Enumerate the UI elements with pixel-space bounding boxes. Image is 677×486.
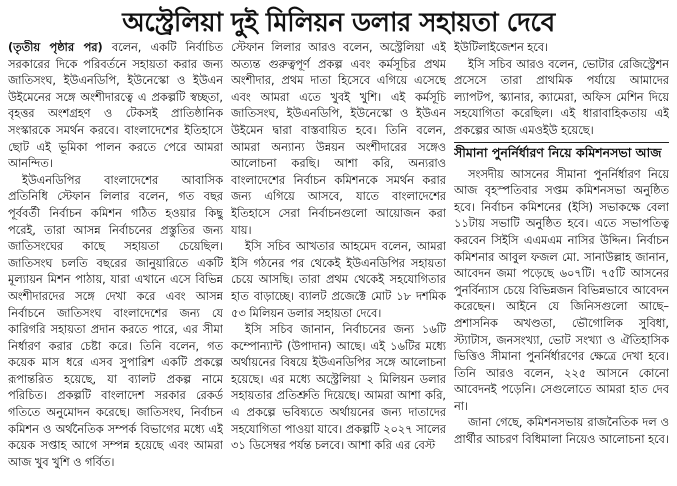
paragraph: ইউটিলাইজেশন হবে।	[454, 41, 549, 54]
paragraph: ইসি সচিব আখতার আহমেদ বলেন, আমরা ইসি গঠনের পর থেকেই ইউএনডিপির সহায়তা চেয়ে আসছি। তারা প্রথম থেকেই সহযোগিতার হাত বাড়াচ্ছে। ব্যালট প্রজেক্টে মোট ১৮ দশমিক ৫৩ মিলিয়ন ডলার সহায়তা দেবে।	[231, 240, 446, 320]
paragraph: জানা গেছে, কমিশনসভায় রাজনৈতিক দল ও প্রার্থীর আচরণ বিধিমালা নিয়েও আলোচনা হবে।	[454, 416, 669, 447]
column-3	[454, 40, 669, 486]
paragraph: স্টেফান লিলার আরও বলেন, অস্ট্রেলিয়া এই অত্যন্ত গুরুত্বপূর্ণ প্রকল্প এবং কর্মসূচির প্রথম অংশীদার, প্রথম দাতা হিসেবে এগিয়ে এসেছে এবং আমরা এতে খুবই খুশি। এই কর্মসূচি জাতিসংঘ, ইউএনডিপি, ইউনেস্কো ও ইউএন উইমেন দ্বারা বাস্তবায়িত হবে। তিনি বলেন, আমরা অন্যান্য উন্নয়ন অংশীদারের সঙ্গেও আলোচনা করছি। আশা করি, অন্যরাও বাংলাদেশের নির্বাচন কমিশনকে সমর্থন করার জন্য এগিয়ে আসবে, যাতে বাংলাদেশের ইতিহাসে সেরা নির্বাচনগুলো আয়োজন করা যায়।	[231, 41, 446, 237]
paragraph-text: বলেন, একটি নির্বাচিত সরকারের দিকে পরিবর্তনে সহায়তা করার জন্য জাতিসংঘ, ইউএনডিপি, ইউনেস্কো ও ইউএন উইমেনের সঙ্গে অংশীদারত্বে এ প্রকল্পটি স্বচ্ছতা, বৃহত্তর অংশগ্রহণ ও টেকসই প্রাতিষ্ঠানিক সংস্কারকে সমর্থন করবে। বাংলাদেশের ইতিহাসে ছোট এই ভূমিকা পালন করতে পেরে আমরা আনন্দিত।	[8, 41, 223, 171]
subheadline: সীমানা পুনর্নির্ধারণ নিয়ে কমিশনসভা আজ	[454, 142, 669, 163]
continued-from-reference: (তৃতীয় পৃষ্ঠার পর)	[8, 41, 103, 54]
paragraph: সংসদীয় আসনের সীমানা পুনর্নির্ধারণ নিয়ে আজ বৃহস্পতিবার সপ্তম কমিশনসভা অনুষ্ঠিত হবে। নির্বাচন কমিশনের (ইসি) সভাকক্ষে বেলা ১১টায় সভাটি অনুষ্ঠিত হবে। এতে সভাপতিত্ব করবেন সিইসি এএমএম নাসির উদ্দিন। নির্বাচন কমিশনার আবুল ফজল মো. সানাউল্লাহ জানান, আবেদন জমা পড়েছে ৬০৭টি। ৭৫টি আসনের পুনর্বিন্যাস চেয়ে বিভিন্নজন বিভিন্নভাবে আবেদন করেছেন। আইনে যে জিনিসগুলো আছে– প্রশাসনিক অখণ্ডতা, ভৌগোলিক সুবিধা, স্ট্যাটাস, জনসংখ্যা, ভোট সংখ্যা ও ঐতিহাসিক ভিত্তিও সীমানা পুনর্নির্ধারণের ক্ষেত্রে দেখা হবে। তিনি আরও বলেন, ২২৫ আসনে কোনো আবেদনই পড়েনি। সেগুলোতে আমরা হাত দেব না।	[454, 167, 669, 413]
column-2	[231, 40, 446, 486]
paragraph: ইসি সচিব আরও বলেন, ভোটার রেজিস্ট্রেশন প্রসেসে তারা প্রাথমিক পর্যায়ে আমাদের ল্যাপটপ, স্ক্যানার, ক্যামেরা, অফিস মেশিন দিয়ে সহযোগিতা করেছিল। এই ধারাবাহিকতায় এই প্রকল্পের আজ এমওইউ হয়েছে।	[454, 57, 669, 137]
paragraph: ইউএনডিপির বাংলাদেশের আবাসিক প্রতিনিধি স্টেফান লিলার বলেন, গত বছর পূর্ববর্তী নির্বাচন কমিশন গঠিত হওয়ার কিছু পরেই, তারা আসন্ন নির্বাচনের প্রস্তুতির জন্য জাতিসংঘের কাছে সহায়তা চেয়েছিল। জাতিসংঘ চলতি বছরের জানুয়ারিতে একটি মূল্যায়ন মিশন পাঠায়, যারা এখানে এসে বিভিন্ন অংশীদারদের সঙ্গে দেখা করে এবং আসন্ন নির্বাচনে জাতিসংঘ বাংলাদেশের জন্য যে কারিগরি সহায়তা প্রদান করতে পারে, এর সীমা নির্ধারণ করার চেষ্টা করে। তিনি বলেন, গত কয়েক মাস ধরে এসব সুপারিশ একটি প্রকল্পে রূপান্তরিত হয়েছে, যা ব্যালট প্রকল্প নামে পরিচিত। প্রকল্পটি বাংলাদেশ সরকার রেকর্ড গতিতে অনুমোদন করেছে। জাতিসংঘ, নির্বাচন কমিশন ও অর্থনৈতিক সম্পর্ক বিভাগের মধ্যে এই কয়েক সপ্তাহ আগে সম্পন্ন হয়েছে এবং আমরা আজ খুব খুশি ও গর্বিত।	[8, 173, 223, 469]
paragraph	[8, 40, 223, 173]
headline: অস্ট্রেলিয়া দুই মিলিয়ন ডলার সহায়তা দেবে	[122, 8, 555, 38]
article-columns	[8, 40, 669, 486]
column-1	[8, 40, 223, 486]
paragraph: ইসি সচিব জানান, নির্বাচনের জন্য ১৬টি কম্পোন্যান্ট (উপাদান) আছে। এই ১৬টির মধ্যে অর্থায়নের বিষয়ে ইউএনডিপির সঙ্গে আলোচনা হয়েছে। এর মধ্যে অস্ট্রেলিয়া ২ মিলিয়ন ডলার সহায়তার প্রতিশ্রুতি দিয়েছে। আমরা আশা করি, এ প্রকল্পে ভবিষ্যতে অর্থায়নের জন্য দাতাদের সহযোগিতা পাওয়া যাবে। প্রকল্পটি ২০২৭ সালের ৩১ ডিসেম্বর পর্যন্ত চলবে। আশা করি এর বেস্ট	[231, 323, 446, 453]
